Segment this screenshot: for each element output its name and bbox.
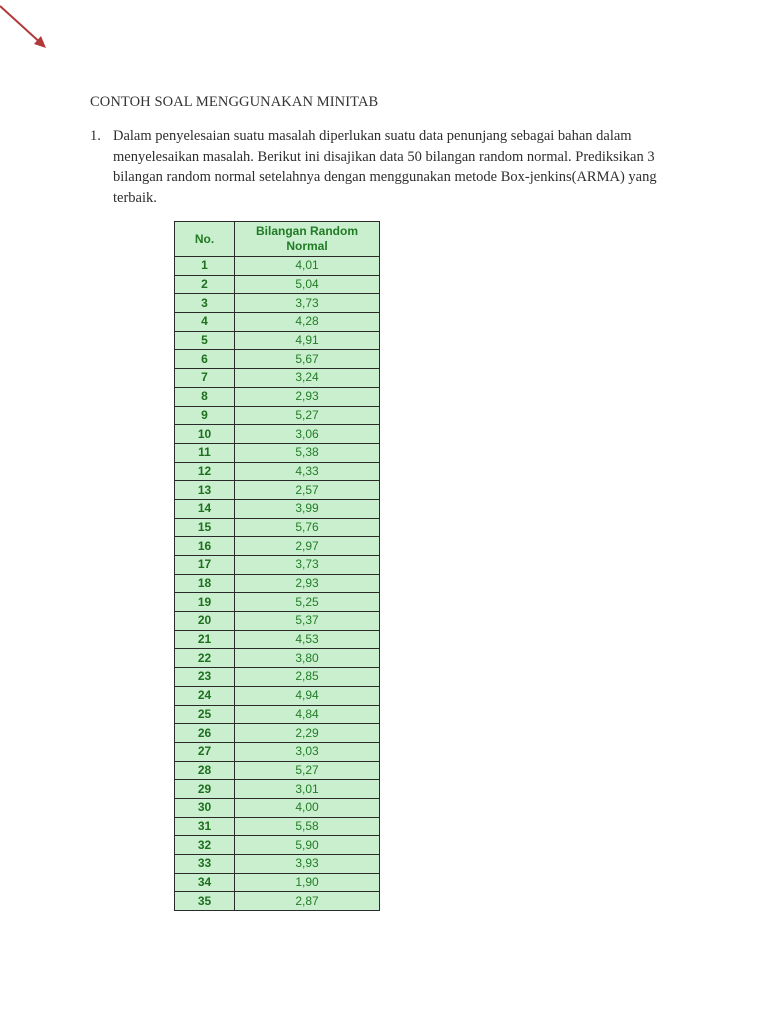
row-number-cell: 35 <box>175 892 235 911</box>
row-value-cell: 5,67 <box>235 350 380 369</box>
table-row <box>175 331 380 350</box>
header-value: Bilangan Random Normal <box>235 222 380 257</box>
row-number-cell: 31 <box>175 817 235 836</box>
row-number-cell: 21 <box>175 630 235 649</box>
table-row <box>175 873 380 892</box>
row-value-cell: 4,00 <box>235 798 380 817</box>
row-value-cell: 5,37 <box>235 612 380 631</box>
row-number-cell: 11 <box>175 443 235 462</box>
table-row <box>175 612 380 631</box>
row-number-cell: 1 <box>175 257 235 276</box>
row-value-cell: 4,94 <box>235 686 380 705</box>
row-value-cell: 3,99 <box>235 499 380 518</box>
table-row <box>175 724 380 743</box>
table-row <box>175 387 380 406</box>
row-number-cell: 16 <box>175 537 235 556</box>
row-value-cell: 5,27 <box>235 761 380 780</box>
table-row <box>175 574 380 593</box>
table-row <box>175 686 380 705</box>
table-row <box>175 742 380 761</box>
table-row <box>175 462 380 481</box>
corner-arrow-icon <box>0 0 60 60</box>
row-value-cell: 3,01 <box>235 780 380 799</box>
question-number: 1. <box>90 128 101 144</box>
row-value-cell: 4,91 <box>235 331 380 350</box>
table-row <box>175 855 380 874</box>
row-value-cell: 5,04 <box>235 275 380 294</box>
row-value-cell: 2,93 <box>235 387 380 406</box>
row-value-cell: 2,85 <box>235 668 380 687</box>
table-row <box>175 257 380 276</box>
table-row <box>175 518 380 537</box>
row-number-cell: 5 <box>175 331 235 350</box>
row-value-cell: 5,90 <box>235 836 380 855</box>
row-number-cell: 7 <box>175 369 235 388</box>
row-value-cell: 4,28 <box>235 313 380 332</box>
row-number-cell: 12 <box>175 462 235 481</box>
row-value-cell: 5,27 <box>235 406 380 425</box>
table-row <box>175 649 380 668</box>
row-value-cell: 3,03 <box>235 742 380 761</box>
document-title: CONTOH SOAL MENGGUNAKAN MINITAB <box>90 94 379 110</box>
table-row <box>175 350 380 369</box>
row-value-cell: 3,73 <box>235 556 380 575</box>
row-number-cell: 24 <box>175 686 235 705</box>
row-value-cell: 5,25 <box>235 593 380 612</box>
table-row <box>175 537 380 556</box>
row-value-cell: 5,76 <box>235 518 380 537</box>
row-number-cell: 20 <box>175 612 235 631</box>
table-row <box>175 499 380 518</box>
row-number-cell: 22 <box>175 649 235 668</box>
table-row <box>175 275 380 294</box>
row-value-cell: 4,53 <box>235 630 380 649</box>
table-row <box>175 425 380 444</box>
row-number-cell: 14 <box>175 499 235 518</box>
row-value-cell: 2,57 <box>235 481 380 500</box>
table-row <box>175 443 380 462</box>
row-value-cell: 5,38 <box>235 443 380 462</box>
row-number-cell: 17 <box>175 556 235 575</box>
row-number-cell: 4 <box>175 313 235 332</box>
row-value-cell: 1,90 <box>235 873 380 892</box>
row-number-cell: 15 <box>175 518 235 537</box>
table-row <box>175 892 380 911</box>
table-row <box>175 705 380 724</box>
table-row <box>175 369 380 388</box>
row-number-cell: 23 <box>175 668 235 687</box>
row-number-cell: 9 <box>175 406 235 425</box>
table-row <box>175 294 380 313</box>
row-number-cell: 8 <box>175 387 235 406</box>
table-row <box>175 481 380 500</box>
table-row <box>175 668 380 687</box>
table-row <box>175 761 380 780</box>
table-row <box>175 817 380 836</box>
row-value-cell: 2,87 <box>235 892 380 911</box>
row-value-cell: 3,06 <box>235 425 380 444</box>
row-number-cell: 19 <box>175 593 235 612</box>
table-header-row <box>175 222 380 257</box>
row-number-cell: 18 <box>175 574 235 593</box>
row-number-cell: 3 <box>175 294 235 313</box>
row-value-cell: 3,73 <box>235 294 380 313</box>
row-value-cell: 4,01 <box>235 257 380 276</box>
row-number-cell: 13 <box>175 481 235 500</box>
header-no: No. <box>175 222 235 257</box>
row-value-cell: 5,58 <box>235 817 380 836</box>
row-number-cell: 32 <box>175 836 235 855</box>
table-row <box>175 593 380 612</box>
row-value-cell: 4,84 <box>235 705 380 724</box>
row-value-cell: 3,24 <box>235 369 380 388</box>
row-number-cell: 34 <box>175 873 235 892</box>
row-number-cell: 28 <box>175 761 235 780</box>
row-value-cell: 4,33 <box>235 462 380 481</box>
row-value-cell: 2,93 <box>235 574 380 593</box>
table-row <box>175 406 380 425</box>
row-value-cell: 3,80 <box>235 649 380 668</box>
row-number-cell: 33 <box>175 855 235 874</box>
row-number-cell: 6 <box>175 350 235 369</box>
row-number-cell: 27 <box>175 742 235 761</box>
row-number-cell: 2 <box>175 275 235 294</box>
row-number-cell: 25 <box>175 705 235 724</box>
row-number-cell: 29 <box>175 780 235 799</box>
table-row <box>175 780 380 799</box>
table-body <box>175 257 380 911</box>
question-text: Dalam penyelesaian suatu masalah diperlukan suatu data penunjang sebagai bahan dalam menyelesaikan masalah. Berikut ini disajikan data 50 bilangan random normal. Prediksikan 3 bilangan random normal setelahnya dengan menggunakan metode Box-jenkins(ARMA) yang terbaik. <box>113 128 657 206</box>
row-value-cell: 3,93 <box>235 855 380 874</box>
question-1 <box>90 126 690 208</box>
table-row <box>175 556 380 575</box>
row-number-cell: 30 <box>175 798 235 817</box>
row-number-cell: 10 <box>175 425 235 444</box>
row-value-cell: 2,97 <box>235 537 380 556</box>
table-row <box>175 836 380 855</box>
table-row <box>175 798 380 817</box>
table-row <box>175 630 380 649</box>
row-value-cell: 2,29 <box>235 724 380 743</box>
table-row <box>175 313 380 332</box>
random-number-table <box>174 221 380 911</box>
row-number-cell: 26 <box>175 724 235 743</box>
